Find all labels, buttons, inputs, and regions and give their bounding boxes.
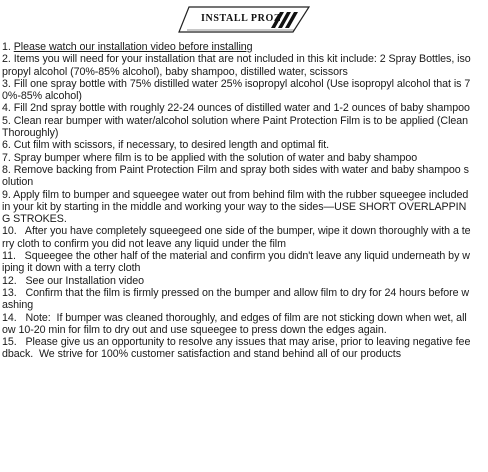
step-item (2, 102, 471, 114)
step-text: Cut film with scissors, if necessary, to desired length and optimal fit. (13, 139, 330, 152)
step-text: After you have completely squeegeed one side of the bumper, wipe it down thoroughly with a terry cloth to confirm you did not leave any liquid under the film (2, 225, 471, 250)
step-number: 10. (2, 225, 17, 238)
logo-text: INSTALL PROZ (201, 13, 282, 24)
step-number: 6. (2, 139, 11, 152)
step-text: Note: If bumper was cleaned thoroughly, and edges of film are not sticking down when wet, allow 10-20 min for film to dry out and use squeegee to press down the edges again. (2, 311, 467, 336)
step-number: 14. (2, 311, 17, 324)
step-number: 12. (2, 274, 17, 287)
step-text: Please give us an opportunity to resolve any issues that may arise, prior to leaving negative feedback. We strive for 100% customer satisfaction and stand behind all of our products (2, 336, 471, 361)
step-item (2, 53, 471, 78)
step-item (2, 78, 471, 103)
step-item (2, 152, 471, 164)
step-item (2, 250, 471, 275)
step-text: See our Installation video (19, 274, 145, 287)
step-item (2, 189, 471, 226)
step-number: 11. (2, 250, 16, 263)
step-number: 15. (2, 336, 17, 349)
step-text: Please watch our installation video before installing (13, 41, 253, 53)
step-text: Squeegee the other half of the material and confirm you didn't leave any liquid underneath by wiping it down with a terry cloth (2, 250, 470, 275)
step-text: Clean rear bumper with water/alcohol solution where Paint Protection Film is to be applied (Clean Thoroughly) (2, 114, 469, 140)
step-item (2, 287, 471, 312)
step-number: 2. (2, 53, 11, 66)
step-text: Remove backing from Paint Protection Film and spray both sides with water and baby shampoo solution (2, 163, 469, 189)
step-text: Confirm that the film is firmly pressed on the bumper and allow film to dry for 24 hours before washing (2, 286, 470, 312)
step-number: 7. (2, 151, 11, 164)
step-number: 1. (2, 41, 11, 53)
step-text: Fill 2nd spray bottle with roughly 22-24 ounces of distilled water and 1-2 ounces of baby shampoo (13, 102, 470, 115)
step-number: 13. (2, 286, 17, 299)
step-item (2, 336, 471, 361)
installation-steps (2, 41, 471, 361)
step-number: 4. (2, 102, 11, 115)
step-item (2, 164, 471, 189)
step-item (2, 312, 471, 337)
step-item (2, 41, 471, 53)
step-number: 5. (2, 114, 11, 127)
step-item (2, 275, 471, 287)
step-item (2, 225, 471, 250)
step-text: Spray bumper where film is to be applied with the solution of water and baby shampoo (13, 151, 418, 164)
step-text: Fill one spray bottle with 75% distilled water 25% isopropyl alcohol (Use isopropyl alcohol that is 70%-85% alcohol) (2, 77, 471, 103)
step-number: 9. (2, 188, 11, 201)
step-text: Items you will need for your installation that are not included in this kit include: 2 Spray Bottles, isopropyl alcohol (70%-85% alcohol), baby shampoo, distilled water, scissors (2, 53, 471, 78)
step-item (2, 115, 471, 140)
install-proz-logo (177, 4, 313, 34)
step-number: 3. (2, 77, 11, 90)
step-number: 8. (2, 163, 11, 176)
step-text: Apply film to bumper and squeegee water out from behind film with the rubber squeegee included in your kit by starting in the middle and working your way to the sides—USE SHORT OVERLAPPING STROKES. (2, 188, 469, 226)
step-item (2, 139, 471, 151)
